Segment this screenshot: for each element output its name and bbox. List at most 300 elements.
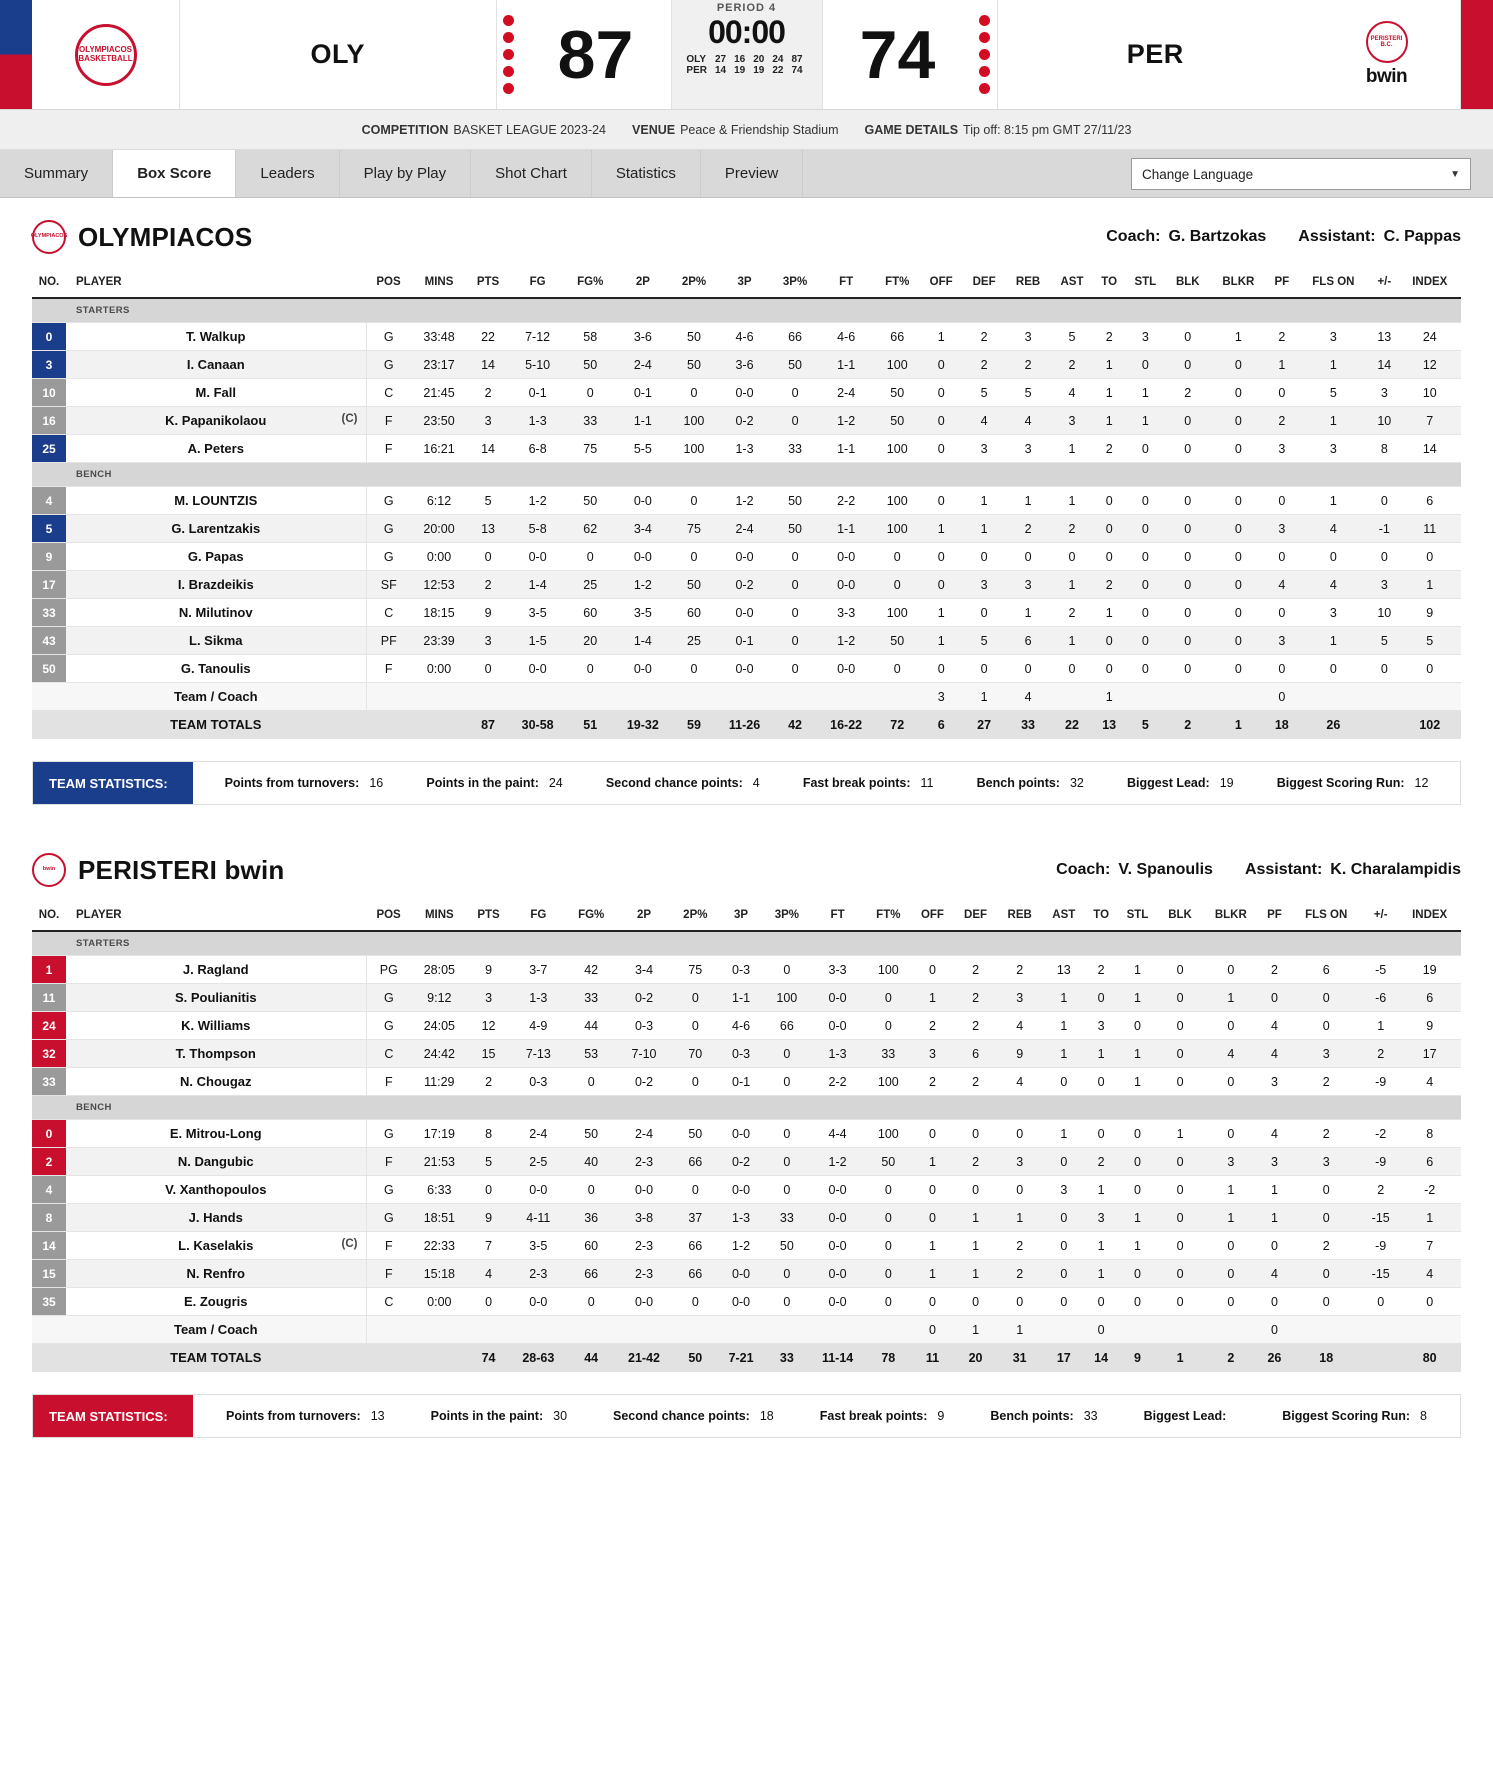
totals-to: 14 xyxy=(1085,1344,1117,1372)
col-off[interactable]: OFF xyxy=(920,268,963,298)
stat-flson: 0 xyxy=(1297,543,1370,571)
stat-p3: 0-0 xyxy=(716,655,772,683)
stat-ft: 0-0 xyxy=(818,571,875,599)
stat-fgp: 42 xyxy=(567,956,615,984)
stat-fg: 0-0 xyxy=(509,655,566,683)
section-fill xyxy=(366,298,1461,323)
stat-blkr: 1 xyxy=(1202,1204,1259,1232)
stat-p3: 1-2 xyxy=(716,487,772,515)
stat-blkr: 3 xyxy=(1202,1148,1259,1176)
stat-pos: F xyxy=(366,1260,411,1288)
stat-p3: 0-2 xyxy=(716,571,772,599)
stat-ftp: 50 xyxy=(875,379,920,407)
col-2pp[interactable]: 2P% xyxy=(673,901,718,931)
stat-reb: 6 xyxy=(1006,627,1051,655)
col-blkr[interactable]: BLKR xyxy=(1210,268,1267,298)
stat-ft: 0-0 xyxy=(809,1204,865,1232)
col-player[interactable]: PLAYER xyxy=(66,268,366,298)
table-row[interactable] xyxy=(32,487,1461,515)
table-row[interactable] xyxy=(32,1148,1461,1176)
team-coach-ftp xyxy=(866,1316,911,1344)
player-name[interactable]: G. Tanoulis xyxy=(66,655,366,683)
tab-box-score[interactable]: Box Score xyxy=(113,150,236,197)
stat-index: 0 xyxy=(1399,543,1461,571)
player-name[interactable]: T. Thompson xyxy=(66,1040,366,1068)
stat-pf: 2 xyxy=(1267,323,1297,351)
stat-p2p: 60 xyxy=(671,599,716,627)
team-stat-item xyxy=(431,1409,567,1423)
col-fgp[interactable]: FG% xyxy=(566,268,614,298)
stat-pf: 0 xyxy=(1267,655,1297,683)
stat-pm: -2 xyxy=(1363,1120,1398,1148)
scoreboard-left-edge xyxy=(0,0,32,109)
stat-to: 0 xyxy=(1093,487,1124,515)
col-index[interactable]: INDEX xyxy=(1398,901,1461,931)
stat-mins: 9:12 xyxy=(411,984,467,1012)
home-logo-text: OLYMPIACOS BASKETBALL xyxy=(78,45,133,63)
team-coach-mins xyxy=(411,1316,467,1344)
stat-to: 0 xyxy=(1093,655,1124,683)
stat-index: 6 xyxy=(1398,1148,1461,1176)
stat-fg: 1-3 xyxy=(510,984,567,1012)
stat-pm: 3 xyxy=(1370,571,1398,599)
team-stat-value: 13 xyxy=(370,1409,385,1423)
col-blk[interactable]: BLK xyxy=(1158,901,1202,931)
col-pts[interactable]: PTS xyxy=(467,268,509,298)
player-name[interactable]: J. Ragland xyxy=(66,956,366,984)
col-mins[interactable]: MINS xyxy=(411,901,467,931)
stat-blk: 0 xyxy=(1166,435,1210,463)
col-3pp[interactable]: 3P% xyxy=(773,268,818,298)
stat-reb: 2 xyxy=(1006,351,1051,379)
stat-index: 6 xyxy=(1398,984,1461,1012)
team-stat-label: Biggest Lead: xyxy=(1143,1409,1227,1423)
stat-fg: 3-5 xyxy=(510,1232,567,1260)
stat-pf: 1 xyxy=(1260,1176,1290,1204)
player-name[interactable]: L. Sikma xyxy=(66,627,366,655)
team-coach-number xyxy=(32,683,66,711)
stat-p2: 0-0 xyxy=(614,655,671,683)
stat-fgp: 60 xyxy=(567,1232,615,1260)
col-3pp[interactable]: 3P% xyxy=(764,901,809,931)
stat-blk: 2 xyxy=(1166,379,1210,407)
col-index[interactable]: INDEX xyxy=(1399,268,1461,298)
stat-pf: 4 xyxy=(1260,1120,1290,1148)
team-coach-number xyxy=(32,1316,66,1344)
stat-p3p: 0 xyxy=(773,379,818,407)
team-coach-pos xyxy=(366,1316,411,1344)
stat-pm: -1 xyxy=(1370,515,1398,543)
team-stat-value: 30 xyxy=(553,1409,568,1423)
stat-ftp: 0 xyxy=(866,1012,911,1040)
stat-fg: 1-2 xyxy=(509,487,566,515)
away-team-header xyxy=(32,831,1461,901)
stat-to: 1 xyxy=(1093,599,1124,627)
language-select-value: Change Language xyxy=(1142,166,1254,182)
col-2p[interactable]: 2P xyxy=(614,268,671,298)
player-name[interactable]: G. Papas xyxy=(66,543,366,571)
col-to[interactable]: TO xyxy=(1085,901,1117,931)
player-name[interactable]: I. Canaan xyxy=(66,351,366,379)
stat-p2p: 0 xyxy=(671,379,716,407)
stat-blk: 0 xyxy=(1166,515,1210,543)
table-row[interactable] xyxy=(32,599,1461,627)
player-name[interactable]: N. Renfro xyxy=(66,1260,366,1288)
col-blk[interactable]: BLK xyxy=(1166,268,1210,298)
stat-ftp: 100 xyxy=(866,1068,911,1096)
table-row[interactable] xyxy=(32,1068,1461,1096)
table-row[interactable] xyxy=(32,407,1461,435)
stat-mins: 15:18 xyxy=(411,1260,467,1288)
home-assistant xyxy=(1298,228,1461,246)
player-name[interactable]: M. Fall xyxy=(66,379,366,407)
totals-ft: 11-14 xyxy=(809,1344,865,1372)
stat-stl: 0 xyxy=(1125,655,1166,683)
team-coach-row xyxy=(32,1316,1461,1344)
tab-preview[interactable]: Preview xyxy=(701,150,803,197)
col-stl[interactable]: STL xyxy=(1117,901,1158,931)
stat-p3p: 50 xyxy=(773,351,818,379)
venue-value: Peace & Friendship Stadium xyxy=(680,122,839,137)
stat-pts: 14 xyxy=(467,351,509,379)
stat-fg: 2-3 xyxy=(510,1260,567,1288)
col-flson[interactable]: FLS ON xyxy=(1289,901,1363,931)
col-blkr[interactable]: BLKR xyxy=(1202,901,1259,931)
player-name[interactable]: K. Williams xyxy=(66,1012,366,1040)
stat-ft: 0-0 xyxy=(809,1288,865,1316)
totals-p3: 7-21 xyxy=(718,1344,764,1372)
stat-pts: 0 xyxy=(468,1176,510,1204)
stat-stl: 0 xyxy=(1117,1148,1158,1176)
stat-stl: 1 xyxy=(1117,956,1158,984)
table-row[interactable] xyxy=(32,1176,1461,1204)
stat-off: 0 xyxy=(911,1120,954,1148)
col-fg[interactable]: FG xyxy=(509,268,566,298)
home-team-header xyxy=(32,198,1461,268)
team-stat-label: Points from turnovers: xyxy=(225,1409,361,1423)
stat-reb: 0 xyxy=(997,1288,1042,1316)
player-name[interactable]: K. Papanikolaou (C) xyxy=(66,407,366,435)
table-row[interactable] xyxy=(32,984,1461,1012)
stat-pos: G xyxy=(366,1176,411,1204)
table-row[interactable] xyxy=(32,1012,1461,1040)
stat-p3: 0-0 xyxy=(718,1260,764,1288)
stat-index: 1 xyxy=(1399,571,1461,599)
stat-reb: 1 xyxy=(997,1204,1042,1232)
col-player[interactable]: PLAYER xyxy=(66,901,366,931)
away-dots-decoration xyxy=(973,0,997,109)
stat-off: 1 xyxy=(920,323,963,351)
table-row[interactable] xyxy=(32,1040,1461,1068)
stat-ft: 0-0 xyxy=(809,1260,865,1288)
col-off[interactable]: OFF xyxy=(911,901,954,931)
table-row[interactable] xyxy=(32,956,1461,984)
player-jersey-number: 4 xyxy=(32,1176,66,1204)
table-row[interactable] xyxy=(32,351,1461,379)
stat-fg: 0-0 xyxy=(510,1176,567,1204)
stat-p3: 1-1 xyxy=(718,984,764,1012)
player-name[interactable]: A. Peters xyxy=(66,435,366,463)
col-ftp[interactable]: FT% xyxy=(866,901,911,931)
stat-pm: 13 xyxy=(1370,323,1398,351)
stat-blkr: 0 xyxy=(1210,627,1267,655)
stat-p2: 3-8 xyxy=(615,1204,672,1232)
team-coach-p3p xyxy=(764,1316,809,1344)
table-row[interactable] xyxy=(32,1232,1461,1260)
stat-ftp: 50 xyxy=(875,407,920,435)
home-score: 87 xyxy=(557,16,634,93)
tab-summary[interactable]: Summary xyxy=(0,150,113,197)
stat-ast: 3 xyxy=(1042,1176,1085,1204)
table-row[interactable] xyxy=(32,435,1461,463)
stat-pos: G xyxy=(366,1012,411,1040)
totals-reb: 33 xyxy=(1006,711,1051,739)
stat-p2: 2-4 xyxy=(614,351,671,379)
stat-fg: 3-5 xyxy=(509,599,566,627)
home-staff xyxy=(1106,228,1461,246)
stat-blkr: 0 xyxy=(1202,956,1259,984)
stat-ft: 2-2 xyxy=(809,1068,865,1096)
col-pf[interactable]: PF xyxy=(1267,268,1297,298)
stat-blk: 0 xyxy=(1166,543,1210,571)
col-fg[interactable]: FG xyxy=(510,901,567,931)
competition-bar xyxy=(0,110,1493,150)
venue-info xyxy=(632,123,839,137)
stat-ft: 0-0 xyxy=(809,1232,865,1260)
stat-mins: 6:33 xyxy=(411,1176,467,1204)
stat-blk: 0 xyxy=(1158,1204,1202,1232)
team-stat-item xyxy=(1282,1409,1427,1423)
stat-reb: 3 xyxy=(1006,435,1051,463)
stat-p3p: 0 xyxy=(773,655,818,683)
table-row[interactable] xyxy=(32,655,1461,683)
tab-shot-chart[interactable]: Shot Chart xyxy=(471,150,592,197)
table-row[interactable] xyxy=(32,1120,1461,1148)
table-row[interactable] xyxy=(32,543,1461,571)
stat-pts: 0 xyxy=(467,543,509,571)
col-pos[interactable]: POS xyxy=(366,268,411,298)
col-plusminus[interactable]: +/- xyxy=(1370,268,1398,298)
player-name[interactable]: I. Brazdeikis xyxy=(66,571,366,599)
chevron-down-icon: ▼ xyxy=(1450,168,1460,180)
stat-fgp: 33 xyxy=(567,984,615,1012)
stat-reb: 1 xyxy=(1006,487,1051,515)
player-name[interactable]: L. Kaselakis (C) xyxy=(66,1232,366,1260)
col-reb[interactable]: REB xyxy=(1006,268,1051,298)
table-row[interactable] xyxy=(32,571,1461,599)
col-ast[interactable]: AST xyxy=(1051,268,1094,298)
tab-leaders[interactable]: Leaders xyxy=(236,150,339,197)
col-pts[interactable]: PTS xyxy=(468,901,510,931)
captain-badge: (C) xyxy=(341,1238,358,1250)
stat-pm: -9 xyxy=(1363,1068,1398,1096)
col-stl[interactable]: STL xyxy=(1125,268,1166,298)
col-def[interactable]: DEF xyxy=(954,901,997,931)
col-flson[interactable]: FLS ON xyxy=(1297,268,1370,298)
col-pos[interactable]: POS xyxy=(366,901,411,931)
table-row[interactable] xyxy=(32,1260,1461,1288)
stat-p2: 5-5 xyxy=(614,435,671,463)
stat-blk: 0 xyxy=(1158,984,1202,1012)
team-stat-label: Points in the paint: xyxy=(430,1409,544,1423)
stat-p3p: 33 xyxy=(764,1204,809,1232)
col-2pp[interactable]: 2P% xyxy=(671,268,716,298)
quarter-home-q1: 27 xyxy=(714,53,727,65)
player-name[interactable]: V. Xanthopoulos xyxy=(66,1176,366,1204)
stat-pm: -15 xyxy=(1363,1260,1398,1288)
stat-pf: 3 xyxy=(1267,435,1297,463)
stat-ftp: 0 xyxy=(875,543,920,571)
away-coach xyxy=(1056,861,1213,879)
stat-mins: 0:00 xyxy=(411,1288,467,1316)
col-2p[interactable]: 2P xyxy=(615,901,672,931)
stat-off: 0 xyxy=(920,487,963,515)
home-team-statistics-title: TEAM STATISTICS: xyxy=(33,762,193,804)
stat-mins: 24:42 xyxy=(411,1040,467,1068)
stat-ftp: 0 xyxy=(875,655,920,683)
totals-p2: 19-32 xyxy=(614,711,671,739)
col-plusminus[interactable]: +/- xyxy=(1363,901,1398,931)
table-row[interactable] xyxy=(32,1204,1461,1232)
team-stat-item xyxy=(990,1409,1097,1423)
player-name[interactable]: E. Zougris xyxy=(66,1288,366,1316)
home-team-name: OLYMPIACOS xyxy=(78,221,253,252)
player-name[interactable]: E. Mitrou-Long xyxy=(66,1120,366,1148)
language-select[interactable] xyxy=(1131,158,1471,190)
stat-blkr: 0 xyxy=(1210,435,1267,463)
tab-statistics[interactable]: Statistics xyxy=(592,150,701,197)
stat-def: 5 xyxy=(963,379,1006,407)
player-name[interactable]: T. Walkup xyxy=(66,323,366,351)
stat-pm: 10 xyxy=(1370,599,1398,627)
col-reb[interactable]: REB xyxy=(997,901,1042,931)
table-row[interactable] xyxy=(32,379,1461,407)
player-name[interactable]: G. Larentzakis xyxy=(66,515,366,543)
stat-p2: 1-2 xyxy=(614,571,671,599)
stat-pm: 0 xyxy=(1363,1288,1398,1316)
col-no[interactable]: NO. xyxy=(32,901,66,931)
tab-play-by-play[interactable]: Play by Play xyxy=(340,150,472,197)
table-row[interactable] xyxy=(32,1288,1461,1316)
stat-pos: G xyxy=(366,543,411,571)
stat-def: 2 xyxy=(954,1148,997,1176)
col-ft[interactable]: FT xyxy=(818,268,875,298)
totals-label: TEAM TOTALS xyxy=(66,1344,366,1372)
team-coach-stl xyxy=(1117,1316,1158,1344)
home-dots-decoration xyxy=(497,0,521,109)
col-ftp[interactable]: FT% xyxy=(875,268,920,298)
stat-reb: 0 xyxy=(997,1120,1042,1148)
stat-index: 0 xyxy=(1398,1288,1461,1316)
player-jersey-number: 24 xyxy=(32,1012,66,1040)
stat-stl: 0 xyxy=(1117,1012,1158,1040)
table-row[interactable] xyxy=(32,515,1461,543)
team-stat-value: 16 xyxy=(369,776,384,790)
team-stat-item xyxy=(1144,1409,1237,1423)
stat-reb: 1 xyxy=(1006,599,1051,627)
stat-pf: 2 xyxy=(1260,956,1290,984)
team-coach-off: 3 xyxy=(920,683,963,711)
stat-fgp: 50 xyxy=(566,487,614,515)
stat-pf: 0 xyxy=(1260,1232,1290,1260)
stat-reb: 4 xyxy=(997,1012,1042,1040)
col-pf[interactable]: PF xyxy=(1260,901,1290,931)
stat-pos: G xyxy=(366,487,411,515)
totals-stl: 5 xyxy=(1125,711,1166,739)
stat-fgp: 20 xyxy=(566,627,614,655)
player-name[interactable]: S. Poulianitis xyxy=(66,984,366,1012)
stat-index: 4 xyxy=(1398,1068,1461,1096)
col-3p[interactable]: 3P xyxy=(716,268,772,298)
stat-p3: 0-0 xyxy=(718,1288,764,1316)
section-fill xyxy=(366,931,1461,956)
stat-flson: 2 xyxy=(1289,1120,1363,1148)
stat-mins: 21:53 xyxy=(411,1148,467,1176)
stat-p2: 3-5 xyxy=(614,599,671,627)
totals-fgp: 44 xyxy=(567,1344,615,1372)
stat-to: 2 xyxy=(1085,956,1117,984)
away-team-logo xyxy=(1313,0,1461,109)
stat-p2p: 75 xyxy=(673,956,718,984)
stat-pts: 9 xyxy=(468,1204,510,1232)
col-ast[interactable]: AST xyxy=(1042,901,1085,931)
team-stat-item xyxy=(226,1409,385,1423)
stat-def: 2 xyxy=(954,1012,997,1040)
table-row[interactable] xyxy=(32,627,1461,655)
player-name[interactable]: N. Dangubic xyxy=(66,1148,366,1176)
col-mins[interactable]: MINS xyxy=(411,268,467,298)
totals-pos xyxy=(366,1344,411,1372)
stat-reb: 2 xyxy=(997,1232,1042,1260)
player-name[interactable]: N. Chougaz xyxy=(66,1068,366,1096)
team-totals-row xyxy=(32,1344,1461,1372)
team-coach-p3 xyxy=(718,1316,764,1344)
col-def[interactable]: DEF xyxy=(963,268,1006,298)
player-name[interactable]: N. Milutinov xyxy=(66,599,366,627)
stat-off: 0 xyxy=(920,543,963,571)
stat-to: 1 xyxy=(1093,379,1124,407)
stat-fgp: 75 xyxy=(566,435,614,463)
quarter-scores xyxy=(686,54,806,76)
stat-ast: 1 xyxy=(1042,1040,1085,1068)
stat-ast: 0 xyxy=(1042,1260,1085,1288)
stat-to: 1 xyxy=(1085,1040,1117,1068)
stat-p2p: 100 xyxy=(671,407,716,435)
section-spacer xyxy=(32,1096,66,1120)
col-fgp[interactable]: FG% xyxy=(567,901,615,931)
player-name[interactable]: M. LOUNTZIS xyxy=(66,487,366,515)
table-row[interactable] xyxy=(32,323,1461,351)
stat-pf: 0 xyxy=(1267,599,1297,627)
col-no[interactable]: NO. xyxy=(32,268,66,298)
home-coach xyxy=(1106,228,1266,246)
stat-pos: F xyxy=(366,1068,411,1096)
stat-blk: 0 xyxy=(1166,407,1210,435)
totals-p2: 21-42 xyxy=(615,1344,672,1372)
stat-def: 6 xyxy=(954,1040,997,1068)
stat-p3p: 0 xyxy=(764,1148,809,1176)
stat-fgp: 36 xyxy=(567,1204,615,1232)
stat-p3p: 0 xyxy=(764,1068,809,1096)
col-3p[interactable]: 3P xyxy=(718,901,764,931)
player-name[interactable]: J. Hands xyxy=(66,1204,366,1232)
stat-fg: 2-5 xyxy=(510,1148,567,1176)
player-jersey-number: 15 xyxy=(32,1260,66,1288)
col-to[interactable]: TO xyxy=(1093,268,1124,298)
stat-off: 0 xyxy=(920,435,963,463)
stat-ftp: 0 xyxy=(866,1176,911,1204)
col-ft[interactable]: FT xyxy=(809,901,865,931)
